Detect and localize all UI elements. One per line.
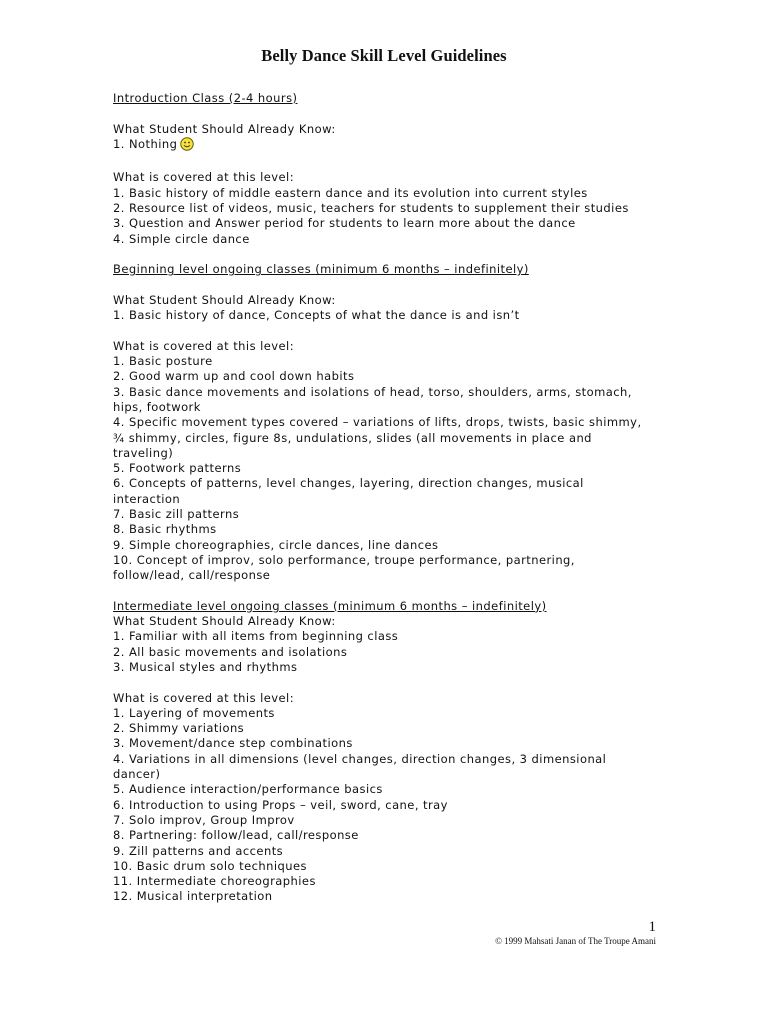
beginning-section (113, 262, 673, 583)
page-number: 1 (648, 919, 656, 935)
beginning-covered-item: 5. Footwork patterns (113, 461, 242, 476)
intermediate-heading: Intermediate level ongoing classes (minimum 6 months – indefinitely) (113, 598, 547, 613)
beginning-covered-item: 8. Basic rhythms (113, 522, 217, 537)
intermediate-know-item: 3. Musical styles and rhythms (113, 659, 298, 674)
intermediate-covered-item: 7. Solo improv, Group Improv (113, 812, 295, 827)
intro-covered-item: 1. Basic history of middle eastern dance and its evolution into current styles (113, 185, 588, 200)
beginning-covered-item: interaction (113, 491, 181, 506)
beginning-covered-item: traveling) (113, 445, 174, 460)
beginning-covered-item: 6. Concepts of patterns, level changes, layering, direction changes, musical (113, 476, 584, 491)
intro-covered-item: 4. Simple circle dance (113, 231, 250, 246)
intermediate-covered-item: 5. Audience interaction/performance basics (113, 782, 383, 797)
intro-section (113, 91, 673, 247)
intro-know-label: What Student Should Already Know: (113, 121, 336, 136)
intermediate-covered-item: 12. Musical interpretation (113, 889, 273, 904)
intro-covered-item: 3. Question and Answer period for students to learn more about the dance (113, 216, 576, 231)
copyright-footer: © 1999 Mahsati Janan of The Troupe Amani (495, 936, 656, 946)
beginning-covered-item: 2. Good warm up and cool down habits (113, 369, 355, 384)
intermediate-covered-item: 3. Movement/dance step combinations (113, 736, 353, 751)
beginning-covered-item: ¾ shimmy, circles, figure 8s, undulations, slides (all movements in place and (113, 430, 592, 445)
intermediate-covered-item: dancer) (113, 767, 161, 782)
intermediate-covered-item: 10. Basic drum solo techniques (113, 858, 307, 873)
beginning-covered-item: hips, footwork (113, 399, 201, 414)
intermediate-know-item: 1. Familiar with all items from beginning class (113, 629, 399, 644)
document-title: Belly Dance Skill Level Guidelines (261, 46, 507, 65)
intermediate-know-item: 2. All basic movements and isolations (113, 644, 348, 659)
intermediate-know-label: What Student Should Already Know: (113, 614, 336, 629)
intro-know-item-text: 1. Nothing (113, 136, 178, 151)
beginning-know-label: What Student Should Already Know: (113, 292, 336, 307)
beginning-covered-item: 9. Simple choreographies, circle dances, line dances (113, 537, 439, 552)
intro-heading: Introduction Class (2-4 hours) (113, 91, 298, 105)
intermediate-covered-item: 6. Introduction to using Props – veil, sword, cane, tray (113, 797, 448, 812)
beginning-covered-item: 10. Concept of improv, solo performance, troupe performance, partnering, (113, 552, 575, 567)
intermediate-covered-item: 1. Layering of movements (113, 705, 275, 720)
beginning-covered-item: follow/lead, call/response (113, 568, 271, 583)
intermediate-covered-item: 11. Intermediate choreographies (113, 874, 316, 889)
beginning-covered-item: 1. Basic posture (113, 354, 213, 369)
intermediate-covered-item: 9. Zill patterns and accents (113, 843, 284, 858)
document-body (113, 91, 673, 905)
beginning-covered-item: 7. Basic zill patterns (113, 507, 240, 522)
intro-know-item (113, 137, 673, 155)
beginning-covered-label: What is covered at this level: (113, 338, 295, 353)
beginning-know-item: 1. Basic history of dance, Concepts of what the dance is and isn’t (113, 308, 520, 323)
intro-covered-item: 2. Resource list of videos, music, teachers for students to supplement their studies (113, 201, 629, 216)
beginning-heading: Beginning level ongoing classes (minimum 6 months – indefinitely) (113, 262, 529, 277)
intermediate-section (113, 599, 673, 905)
intermediate-covered-item: 8. Partnering: follow/lead, call/response (113, 828, 359, 843)
intermediate-covered-item: 2. Shimmy variations (113, 721, 245, 736)
intro-covered-label: What is covered at this level: (113, 170, 295, 185)
beginning-covered-item: 4. Specific movement types covered – variations of lifts, drops, twists, basic shimmy, (113, 415, 642, 430)
intermediate-covered-item: 4. Variations in all dimensions (level changes, direction changes, 3 dimensional (113, 751, 607, 766)
intermediate-covered-label: What is covered at this level: (113, 690, 295, 705)
smiley-face-icon (180, 137, 194, 155)
beginning-covered-item: 3. Basic dance movements and isolations of head, torso, shoulders, arms, stomach, (113, 384, 632, 399)
